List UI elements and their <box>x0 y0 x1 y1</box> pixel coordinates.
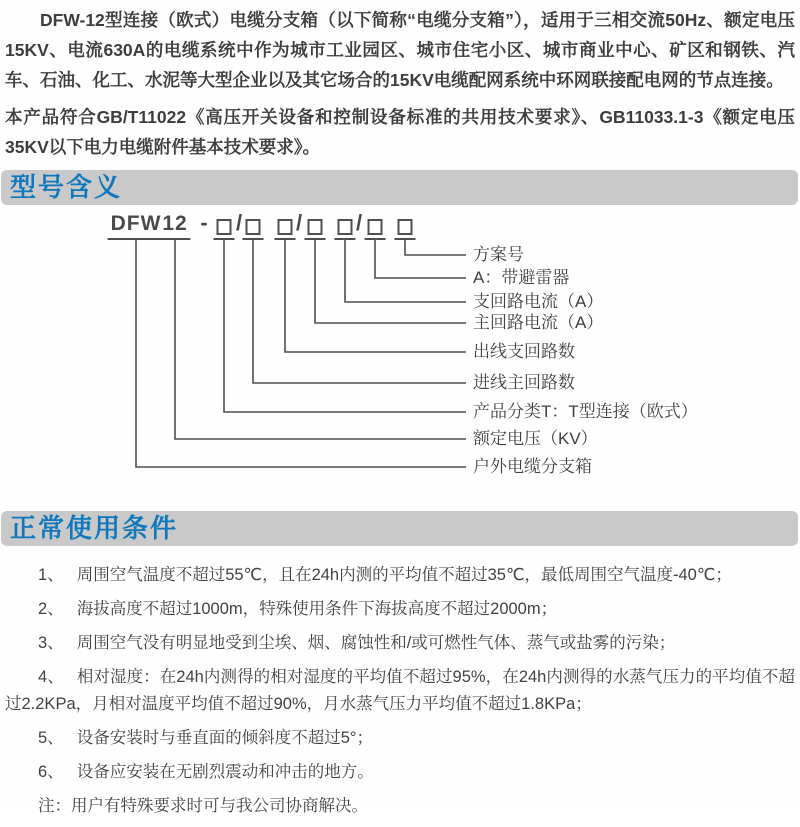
section-header-normal-conditions <box>1 511 798 546</box>
intro-paragraph-2: 本产品符合GB/T11022《高压开关设备和控制设备标准的共用技术要求》、GB11033.1-3《额定电压35KV以下电力电缆附件基本技术要求》。 <box>5 107 795 157</box>
condition-text: 相对湿度：在24h内测得的相对湿度的平均值不超过95%，在24h内测得的水蒸气压力的平均值不超过2.2KPa，月相对温度平均值不超过90%，月水蒸气压力平均值不超过1.8KPa； <box>5 668 795 713</box>
intro-section <box>5 5 795 162</box>
code-family: DFW <box>108 215 165 240</box>
code-box-1 <box>214 215 235 240</box>
diagram-label-incoming-circuits: 进线主回路数 <box>473 373 575 392</box>
model-designation-diagram <box>0 210 800 510</box>
condition-text: 周围空气没有明显地受到尘埃、烟、腐蚀性和/或可燃性气体、蒸气或盐雾的污染； <box>76 634 676 652</box>
condition-item <box>5 759 795 786</box>
condition-number: 4、 <box>38 668 64 686</box>
diagram-label-arrester: A：带避雷器 <box>473 268 570 287</box>
diagram-connector-lines <box>0 210 800 510</box>
diagram-label-product-class: 产品分类T：T型连接（欧式） <box>473 402 698 421</box>
condition-number: 2、 <box>38 600 64 618</box>
code-box-4 <box>305 215 326 240</box>
placeholder-box-icon <box>308 219 323 235</box>
condition-number: 1、 <box>38 566 64 584</box>
conditions-note: 注：用户有特殊要求时可与我公司协商解决。 <box>38 797 368 815</box>
code-box-3 <box>275 215 296 240</box>
placeholder-box-icon <box>338 219 353 235</box>
diagram-label-rated-voltage: 额定电压（KV） <box>473 429 598 448</box>
condition-text: 设备安装时与垂直面的倾斜度不超过5°； <box>76 729 373 747</box>
condition-item <box>5 664 795 718</box>
placeholder-box-icon <box>398 219 413 235</box>
condition-number: 5、 <box>38 729 64 747</box>
condition-number: 6、 <box>38 763 64 781</box>
diagram-label-outdoor-branch-box: 户外电缆分支箱 <box>473 457 592 476</box>
intro-paragraph-1: DFW-12型连接（欧式）电缆分支箱（以下简称“电缆分支箱”），适用于三相交流50Hz、额定电压15KV、电流630A的电缆系统中作为城市工业园区、城市住宅小区、城市商业中心、矿区和钢铁、汽车、石油、化工、水泥等大型企业以及其它场合的15KV电缆配网系统中环网联接配电网的节点连接。 <box>5 10 795 90</box>
placeholder-box-icon <box>368 219 383 235</box>
code-dash: - <box>200 210 208 235</box>
code-slash-3: / <box>355 210 363 235</box>
code-box-6 <box>365 215 386 240</box>
code-slash-2: / <box>295 210 303 235</box>
section-title: 型号含义 <box>10 172 123 202</box>
condition-item <box>5 725 795 752</box>
condition-item <box>5 562 795 589</box>
conditions-list <box>5 562 795 827</box>
placeholder-box-icon <box>217 219 232 235</box>
diagram-label-scheme-number: 方案号 <box>473 245 524 264</box>
section-title: 正常使用条件 <box>10 513 179 543</box>
code-box-7 <box>395 215 416 240</box>
condition-text: 海拔高度不超过1000m，特殊使用条件下海拔高度不超过2000m； <box>76 600 558 618</box>
diagram-label-branch-current: 支回路电流（A） <box>473 292 604 311</box>
placeholder-box-icon <box>246 219 261 235</box>
code-box-2 <box>243 215 264 240</box>
diagram-label-outgoing-circuits: 出线支回路数 <box>473 342 575 361</box>
condition-item <box>5 596 795 623</box>
placeholder-box-icon <box>278 219 293 235</box>
section-header-model-meaning <box>1 170 798 205</box>
code-slash-1: / <box>235 210 243 235</box>
condition-text: 周围空气温度不超过55℃，且在24h内测的平均值不超过35℃，最低周围空气温度-40℃； <box>76 566 732 584</box>
condition-text: 设备应安装在无剧烈震动和冲击的地方。 <box>76 763 374 781</box>
code-box-5 <box>335 215 356 240</box>
condition-number: 3、 <box>38 634 64 652</box>
code-voltage: 12 <box>159 215 190 240</box>
diagram-label-main-current: 主回路电流（A） <box>473 313 604 332</box>
condition-item <box>5 630 795 657</box>
